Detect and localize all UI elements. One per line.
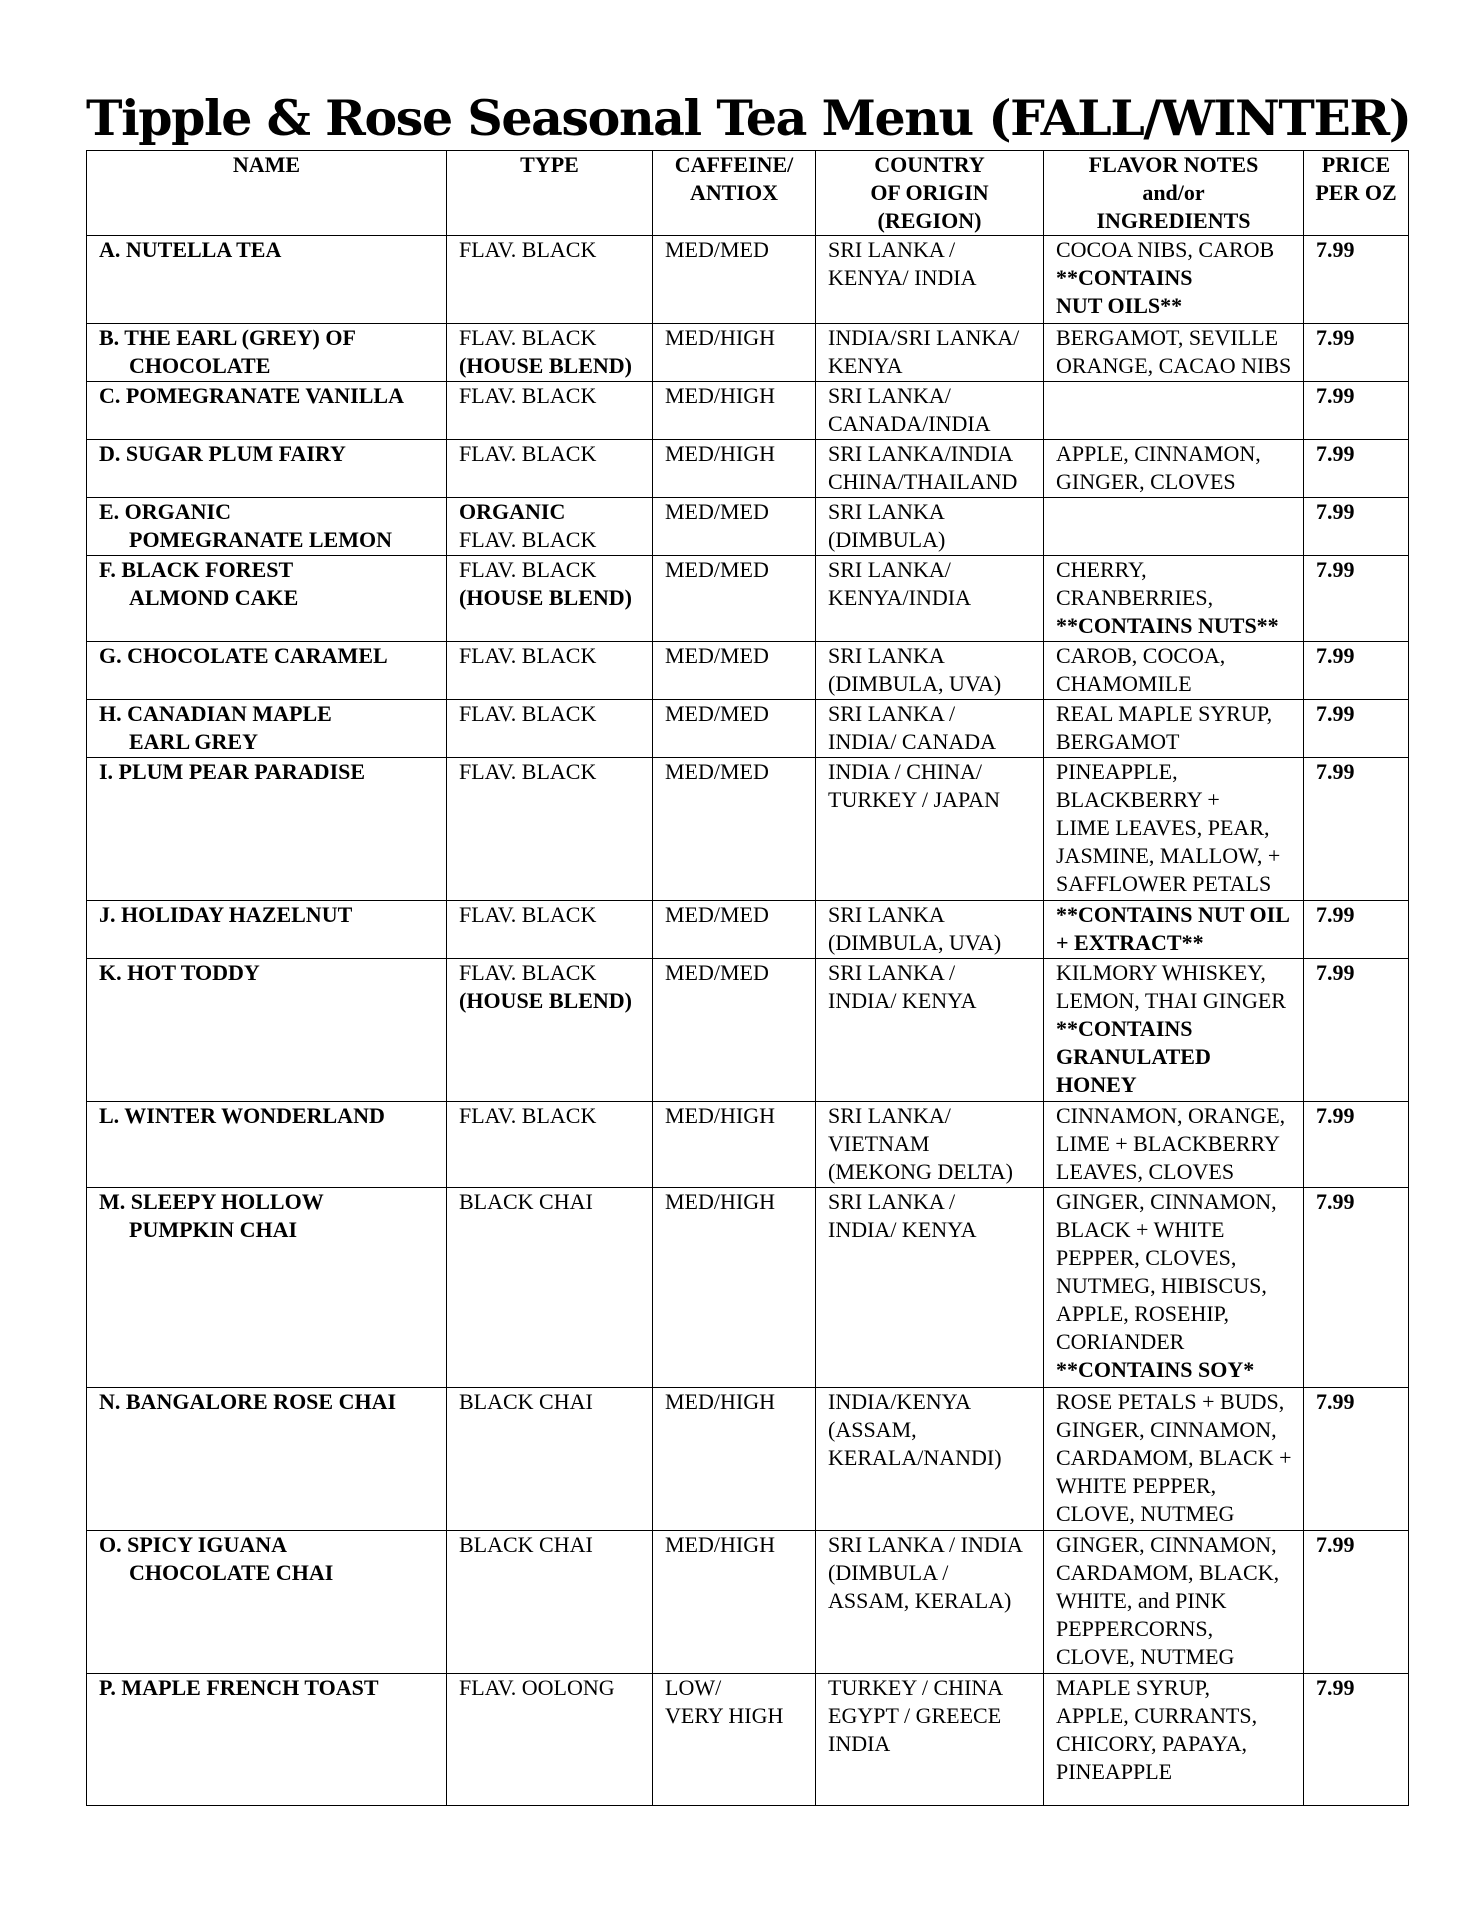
country-origin: SRI LANKA/ [828, 1103, 951, 1128]
price: 7.99 [1316, 557, 1355, 582]
country-cell [816, 440, 1044, 498]
country-origin: VIETNAM [828, 1131, 930, 1156]
caffeine-antiox: VERY HIGH [665, 1703, 784, 1728]
table-row [87, 758, 1409, 901]
table-row [87, 1188, 1409, 1388]
country-origin: SRI LANKA / [828, 960, 956, 985]
flavor-cell [1044, 901, 1304, 959]
caffeine-cell [653, 1531, 816, 1674]
price: 7.99 [1316, 960, 1355, 985]
tea-type: FLAV. BLACK [459, 325, 597, 350]
tea-name: B. THE EARL (GREY) OF [99, 325, 356, 350]
tea-name: K. HOT TODDY [99, 960, 260, 985]
price-cell [1304, 758, 1409, 901]
tea-type: (HOUSE BLEND) [459, 988, 632, 1013]
header-line: TYPE [520, 152, 579, 177]
flavor-note: WHITE, and PINK [1056, 1588, 1227, 1613]
caffeine-cell [653, 1388, 816, 1531]
tea-type-cell [447, 324, 653, 382]
country-cell [816, 1188, 1044, 1388]
flavor-cell [1044, 236, 1304, 324]
country-origin: INDIA/SRI LANKA/ [828, 325, 1020, 350]
price-cell [1304, 901, 1409, 959]
flavor-note: LEMON, THAI GINGER [1056, 988, 1286, 1013]
tea-type-cell [447, 236, 653, 324]
flavor-note: GINGER, CINNAMON, [1056, 1417, 1277, 1442]
country-origin: SRI LANKA / [828, 237, 956, 262]
tea-name: O. SPICY IGUANA [99, 1532, 288, 1557]
flavor-note: PEPPERCORNS, [1056, 1616, 1214, 1641]
tea-name-cell [87, 1674, 447, 1806]
tea-name: N. BANGALORE ROSE CHAI [99, 1389, 397, 1414]
caffeine-antiox: MED/MED [665, 237, 769, 262]
country-cell [816, 382, 1044, 440]
caffeine-cell [653, 959, 816, 1102]
table-row [87, 498, 1409, 556]
country-cell [816, 1102, 1044, 1188]
country-origin: INDIA/ KENYA [828, 988, 977, 1013]
header-line: FLAVOR NOTES [1088, 152, 1259, 177]
flavor-cell [1044, 556, 1304, 642]
tea-type-cell [447, 642, 653, 700]
tea-name: ALMOND CAKE [129, 585, 299, 610]
tea-name-cell [87, 959, 447, 1102]
tea-name: J. HOLIDAY HAZELNUT [99, 902, 353, 927]
price: 7.99 [1316, 1675, 1355, 1700]
flavor-note: **CONTAINS [1056, 265, 1193, 290]
flavor-cell [1044, 382, 1304, 440]
flavor-note: CLOVE, NUTMEG [1056, 1501, 1235, 1526]
tea-type-cell [447, 1388, 653, 1531]
tea-type: BLACK CHAI [459, 1389, 593, 1414]
tea-type: FLAV. BLACK [459, 441, 597, 466]
price: 7.99 [1316, 383, 1355, 408]
price: 7.99 [1316, 1389, 1355, 1414]
tea-type: BLACK CHAI [459, 1189, 593, 1214]
flavor-note: CHERRY, [1056, 557, 1147, 582]
flavor-note: LEAVES, CLOVES [1056, 1159, 1235, 1184]
price-cell [1304, 642, 1409, 700]
caffeine-cell [653, 1188, 816, 1388]
price-cell [1304, 382, 1409, 440]
price-cell [1304, 1531, 1409, 1674]
table-row [87, 324, 1409, 382]
header-type [447, 151, 653, 236]
flavor-note: ORANGE, CACAO NIBS [1056, 353, 1292, 378]
flavor-note: CARDAMOM, BLACK + [1056, 1445, 1292, 1470]
tea-menu-table [86, 150, 1409, 1806]
tea-name-cell [87, 1388, 447, 1531]
flavor-note: COCOA NIBS, CAROB [1056, 237, 1275, 262]
tea-type: FLAV. BLACK [459, 701, 597, 726]
tea-type-cell [447, 1531, 653, 1674]
country-origin: CANADA/INDIA [828, 411, 991, 436]
country-origin: SRI LANKA [828, 643, 945, 668]
country-origin: INDIA / CHINA/ [828, 759, 982, 784]
table-row [87, 700, 1409, 758]
flavor-note: BERGAMOT, SEVILLE [1056, 325, 1279, 350]
price-cell [1304, 1188, 1409, 1388]
tea-type-cell [447, 700, 653, 758]
tea-type: FLAV. BLACK [459, 960, 597, 985]
tea-name: G. CHOCOLATE CARAMEL [99, 643, 388, 668]
caffeine-antiox: MED/MED [665, 902, 769, 927]
tea-name: F. BLACK FOREST [99, 557, 294, 582]
flavor-note: LIME + BLACKBERRY [1056, 1131, 1280, 1156]
price-cell [1304, 236, 1409, 324]
country-origin: SRI LANKA [828, 499, 945, 524]
country-origin: (DIMBULA / [828, 1560, 949, 1585]
tea-name-cell [87, 1531, 447, 1674]
caffeine-cell [653, 700, 816, 758]
flavor-cell [1044, 1102, 1304, 1188]
flavor-note: PINEAPPLE, [1056, 759, 1178, 784]
country-origin: INDIA/ KENYA [828, 1217, 977, 1242]
header-line: CAFFEINE/ [674, 152, 794, 177]
table-row [87, 1388, 1409, 1531]
tea-name: E. ORGANIC [99, 499, 232, 524]
caffeine-cell [653, 901, 816, 959]
caffeine-antiox: LOW/ [665, 1675, 722, 1700]
flavor-note: APPLE, CURRANTS, [1056, 1703, 1258, 1728]
price-cell [1304, 1102, 1409, 1188]
tea-name: D. SUGAR PLUM FAIRY [99, 441, 346, 466]
header-line: and/or [1142, 180, 1205, 205]
tea-name: PUMPKIN CHAI [129, 1217, 298, 1242]
tea-name-cell [87, 901, 447, 959]
flavor-note: PEPPER, CLOVES, [1056, 1245, 1237, 1270]
caffeine-cell [653, 556, 816, 642]
flavor-note: SAFFLOWER PETALS [1056, 871, 1272, 896]
flavor-cell [1044, 642, 1304, 700]
price: 7.99 [1316, 759, 1355, 784]
header-line: OF ORIGIN [870, 180, 989, 205]
caffeine-antiox: MED/MED [665, 643, 769, 668]
price-cell [1304, 440, 1409, 498]
tea-type: FLAV. BLACK [459, 902, 597, 927]
tea-type: FLAV. BLACK [459, 759, 597, 784]
country-origin: SRI LANKA/INDIA [828, 441, 1014, 466]
tea-name: C. POMEGRANATE VANILLA [99, 383, 404, 408]
flavor-note: HONEY [1056, 1072, 1137, 1097]
country-origin: KENYA [828, 353, 903, 378]
flavor-note: MAPLE SYRUP, [1056, 1675, 1211, 1700]
flavor-note: GRANULATED [1056, 1044, 1211, 1069]
country-cell [816, 959, 1044, 1102]
tea-name-cell [87, 700, 447, 758]
country-origin: SRI LANKA/ [828, 383, 951, 408]
tea-name: CHOCOLATE [129, 353, 271, 378]
header-line: PER OZ [1315, 180, 1397, 205]
header-line: PRICE [1321, 152, 1391, 177]
country-origin: KENYA/INDIA [828, 585, 971, 610]
caffeine-antiox: MED/HIGH [665, 325, 775, 350]
price: 7.99 [1316, 237, 1355, 262]
tea-type-cell [447, 959, 653, 1102]
flavor-note: CORIANDER [1056, 1329, 1185, 1354]
tea-type: BLACK CHAI [459, 1532, 593, 1557]
country-origin: ASSAM, KERALA) [828, 1588, 1012, 1613]
header-line: (REGION) [877, 208, 982, 233]
tea-name-cell [87, 758, 447, 901]
country-cell [816, 1388, 1044, 1531]
caffeine-antiox: MED/HIGH [665, 1103, 775, 1128]
flavor-note: GINGER, CINNAMON, [1056, 1189, 1277, 1214]
header-flavor [1044, 151, 1304, 236]
flavor-cell [1044, 700, 1304, 758]
country-origin: (DIMBULA, UVA) [828, 930, 1002, 955]
price: 7.99 [1316, 441, 1355, 466]
flavor-note: REAL MAPLE SYRUP, [1056, 701, 1273, 726]
header-name [87, 151, 447, 236]
tea-type: FLAV. BLACK [459, 527, 597, 552]
header-line: ANTIOX [689, 180, 778, 205]
country-origin: SRI LANKA / [828, 701, 956, 726]
flavor-note: WHITE PEPPER, [1056, 1473, 1217, 1498]
tea-name: L. WINTER WONDERLAND [99, 1103, 385, 1128]
table-row [87, 236, 1409, 324]
tea-name-cell [87, 1102, 447, 1188]
tea-type: (HOUSE BLEND) [459, 353, 632, 378]
flavor-note: + EXTRACT** [1056, 930, 1204, 955]
price: 7.99 [1316, 325, 1355, 350]
tea-name: A. NUTELLA TEA [99, 237, 282, 262]
price: 7.99 [1316, 643, 1355, 668]
caffeine-antiox: MED/HIGH [665, 1389, 775, 1414]
tea-type: ORGANIC [459, 499, 566, 524]
flavor-note: BLACK + WHITE [1056, 1217, 1225, 1242]
flavor-note: LIME LEAVES, PEAR, [1056, 815, 1270, 840]
flavor-note: GINGER, CLOVES [1056, 469, 1236, 494]
country-origin: INDIA [828, 1731, 891, 1756]
caffeine-cell [653, 440, 816, 498]
flavor-note: **CONTAINS [1056, 1016, 1193, 1041]
price: 7.99 [1316, 1532, 1355, 1557]
price-cell [1304, 959, 1409, 1102]
price-cell [1304, 498, 1409, 556]
country-origin: (MEKONG DELTA) [828, 1159, 1014, 1184]
menu-body [87, 236, 1409, 1806]
price: 7.99 [1316, 701, 1355, 726]
flavor-note: NUT OILS** [1056, 293, 1183, 318]
tea-name: CHOCOLATE CHAI [129, 1560, 334, 1585]
caffeine-cell [653, 236, 816, 324]
country-origin: SRI LANKA / [828, 1189, 956, 1214]
flavor-cell [1044, 498, 1304, 556]
flavor-note: CARDAMOM, BLACK, [1056, 1560, 1280, 1585]
header-price [1304, 151, 1409, 236]
caffeine-antiox: MED/MED [665, 759, 769, 784]
header-line: INGREDIENTS [1096, 208, 1251, 233]
tea-type-cell [447, 498, 653, 556]
flavor-note: **CONTAINS SOY* [1056, 1357, 1255, 1382]
caffeine-cell [653, 324, 816, 382]
tea-type-cell [447, 440, 653, 498]
flavor-note: BLACKBERRY + [1056, 787, 1220, 812]
tea-type: FLAV. BLACK [459, 383, 597, 408]
tea-name: POMEGRANATE LEMON [129, 527, 392, 552]
tea-name: EARL GREY [129, 729, 258, 754]
tea-name: P. MAPLE FRENCH TOAST [99, 1675, 379, 1700]
price-cell [1304, 324, 1409, 382]
price-cell [1304, 700, 1409, 758]
tea-type: FLAV. BLACK [459, 1103, 597, 1128]
table-row [87, 1531, 1409, 1674]
flavor-note: CLOVE, NUTMEG [1056, 1644, 1235, 1669]
country-origin: INDIA/KENYA [828, 1389, 971, 1414]
country-origin: SRI LANKA / INDIA [828, 1532, 1023, 1557]
country-origin: (DIMBULA) [828, 527, 946, 552]
country-cell [816, 498, 1044, 556]
price: 7.99 [1316, 902, 1355, 927]
country-cell [816, 236, 1044, 324]
country-origin: TURKEY / JAPAN [828, 787, 1000, 812]
flavor-note: BERGAMOT [1056, 729, 1180, 754]
tea-type-cell [447, 1674, 653, 1806]
flavor-cell [1044, 324, 1304, 382]
tea-name-cell [87, 642, 447, 700]
flavor-cell [1044, 1188, 1304, 1388]
tea-name-cell [87, 556, 447, 642]
page-title: Tipple & Rose Seasonal Tea Menu (FALL/WINTER) [86, 89, 1411, 147]
flavor-note: CHAMOMILE [1056, 671, 1192, 696]
table-row [87, 440, 1409, 498]
country-origin: (DIMBULA, UVA) [828, 671, 1002, 696]
table-row [87, 556, 1409, 642]
tea-name-cell [87, 324, 447, 382]
flavor-note: **CONTAINS NUT OIL [1056, 902, 1290, 927]
tea-type: FLAV. OOLONG [459, 1675, 615, 1700]
country-cell [816, 556, 1044, 642]
tea-name-cell [87, 498, 447, 556]
flavor-cell [1044, 758, 1304, 901]
flavor-note: KILMORY WHISKEY, [1056, 960, 1266, 985]
country-cell [816, 901, 1044, 959]
header-line: COUNTRY [874, 152, 985, 177]
country-origin: KERALA/NANDI) [828, 1445, 1002, 1470]
header-line: NAME [232, 152, 301, 177]
caffeine-antiox: MED/HIGH [665, 383, 775, 408]
header-caffeine [653, 151, 816, 236]
header-row [87, 151, 1409, 236]
country-cell [816, 700, 1044, 758]
table-row [87, 901, 1409, 959]
tea-type-cell [447, 1188, 653, 1388]
tea-name-cell [87, 440, 447, 498]
caffeine-cell [653, 758, 816, 901]
price-cell [1304, 556, 1409, 642]
country-cell [816, 324, 1044, 382]
price: 7.99 [1316, 1189, 1355, 1214]
tea-name: I. PLUM PEAR PARADISE [99, 759, 366, 784]
flavor-note: **CONTAINS NUTS** [1056, 613, 1279, 638]
flavor-note: CRANBERRIES, [1056, 585, 1214, 610]
country-origin: KENYA/ INDIA [828, 265, 977, 290]
flavor-cell [1044, 440, 1304, 498]
caffeine-cell [653, 642, 816, 700]
tea-name-cell [87, 1188, 447, 1388]
tea-type-cell [447, 901, 653, 959]
price: 7.99 [1316, 1103, 1355, 1128]
flavor-cell [1044, 1531, 1304, 1674]
caffeine-antiox: MED/MED [665, 960, 769, 985]
caffeine-cell [653, 1102, 816, 1188]
header-country [816, 151, 1044, 236]
tea-type-cell [447, 758, 653, 901]
caffeine-antiox: MED/MED [665, 557, 769, 582]
flavor-cell [1044, 959, 1304, 1102]
tea-type: FLAV. BLACK [459, 237, 597, 262]
tea-type: FLAV. BLACK [459, 643, 597, 668]
flavor-note: GINGER, CINNAMON, [1056, 1532, 1277, 1557]
tea-type: (HOUSE BLEND) [459, 585, 632, 610]
tea-name-cell [87, 382, 447, 440]
price-cell [1304, 1674, 1409, 1806]
tea-type-cell [447, 382, 653, 440]
flavor-note: CHICORY, PAPAYA, [1056, 1731, 1247, 1756]
country-origin: EGYPT / GREECE [828, 1703, 1002, 1728]
tea-type-cell [447, 556, 653, 642]
flavor-note: CINNAMON, ORANGE, [1056, 1103, 1286, 1128]
country-origin: TURKEY / CHINA [828, 1675, 1004, 1700]
country-origin: CHINA/THAILAND [828, 469, 1018, 494]
flavor-cell [1044, 1674, 1304, 1806]
flavor-note: APPLE, ROSEHIP, [1056, 1301, 1229, 1326]
price: 7.99 [1316, 499, 1355, 524]
country-origin: INDIA/ CANADA [828, 729, 997, 754]
flavor-note: NUTMEG, HIBISCUS, [1056, 1273, 1267, 1298]
table-row [87, 959, 1409, 1102]
country-cell [816, 642, 1044, 700]
caffeine-cell [653, 498, 816, 556]
country-origin: SRI LANKA [828, 902, 945, 927]
tea-name-cell [87, 236, 447, 324]
caffeine-antiox: MED/HIGH [665, 1189, 775, 1214]
table-row [87, 382, 1409, 440]
flavor-note: PINEAPPLE [1056, 1759, 1173, 1784]
country-cell [816, 1674, 1044, 1806]
flavor-note: APPLE, CINNAMON, [1056, 441, 1261, 466]
caffeine-antiox: MED/MED [665, 499, 769, 524]
tea-type-cell [447, 1102, 653, 1188]
tea-type: FLAV. BLACK [459, 557, 597, 582]
country-cell [816, 758, 1044, 901]
flavor-cell [1044, 1388, 1304, 1531]
caffeine-cell [653, 382, 816, 440]
country-origin: (ASSAM, [828, 1417, 917, 1442]
price-cell [1304, 1388, 1409, 1531]
flavor-note: CAROB, COCOA, [1056, 643, 1226, 668]
country-cell [816, 1531, 1044, 1674]
flavor-note: JASMINE, MALLOW, + [1056, 843, 1281, 868]
table-row [87, 642, 1409, 700]
table-row [87, 1102, 1409, 1188]
table-row [87, 1674, 1409, 1806]
country-origin: SRI LANKA/ [828, 557, 951, 582]
flavor-note: ROSE PETALS + BUDS, [1056, 1389, 1285, 1414]
caffeine-antiox: MED/MED [665, 701, 769, 726]
caffeine-antiox: MED/HIGH [665, 441, 775, 466]
caffeine-antiox: MED/HIGH [665, 1532, 775, 1557]
tea-name: H. CANADIAN MAPLE [99, 701, 332, 726]
tea-name: M. SLEEPY HOLLOW [99, 1189, 324, 1214]
caffeine-cell [653, 1674, 816, 1806]
